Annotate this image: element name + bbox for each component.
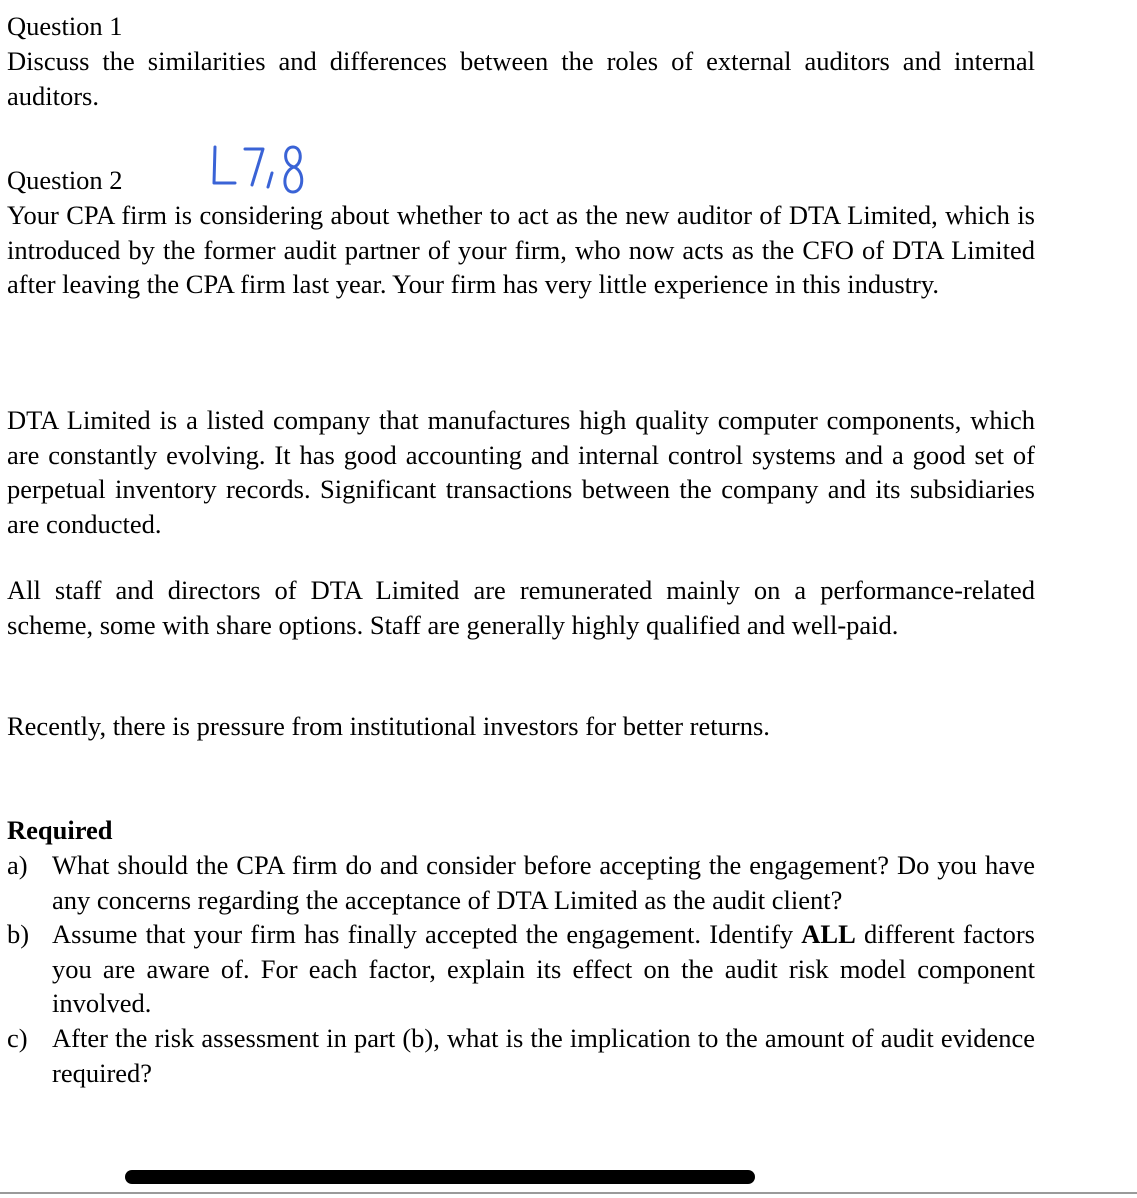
question-2-remuneration-paragraph: All staff and directors of DTA Limited are remunerated mainly on a performance-related scheme, some with share options. Staff are generally highly qualified and well-paid.: [7, 575, 1035, 640]
required-item-marker: b): [7, 919, 30, 950]
question-2-intro: Your CPA firm is considering about whether to act as the new auditor of DTA Limited, which is introduced by the former audit partner of your firm, who now acts as the CFO of DTA Limited after leaving the CPA firm last year. Your firm has very little experience in this industry.: [7, 200, 1035, 300]
required-item-text-end: different factors you are aware of. For each factor, explain its effect on the audit risk model component involved.: [52, 919, 1035, 1019]
required-item-emphasis: ALL: [801, 919, 856, 950]
required-item-text-start: Assume that your firm has finally accepted the engagement. Identify: [52, 919, 802, 950]
required-item-b: [7, 917, 1035, 1021]
required-item-text: After the risk assessment in part (b), what is the implication to the amount of audit evidence required?: [52, 1022, 1035, 1088]
required-item-a: [7, 848, 1035, 917]
required-list: [7, 848, 1035, 1090]
bottom-divider: [0, 1192, 1137, 1194]
required-item-text: What should the CPA firm do and consider before accepting the engagement? Do you have any concerns regarding the acceptance of DTA Limited as the audit client?: [52, 850, 1035, 915]
required-item-c: [7, 1021, 1035, 1090]
question-2-heading: Question 2: [7, 165, 123, 195]
handwritten-note-icon: [205, 143, 310, 199]
question-1-heading: Question 1: [7, 11, 123, 41]
question-1-text: Discuss the similarities and differences between the roles of external auditors and internal auditors.: [7, 46, 1035, 111]
question-2-investor-paragraph: Recently, there is pressure from institutional investors for better returns.: [7, 711, 770, 741]
required-item-marker: a): [7, 850, 28, 880]
home-indicator[interactable]: [125, 1170, 755, 1184]
required-item-marker: c): [7, 1022, 28, 1053]
question-2-company-paragraph: DTA Limited is a listed company that manufactures high quality computer components, which are constantly evolving. It has good accounting and internal control systems and a good set of perpetual inventory records. Significant transactions between the company and its subsidiaries are conducted.: [7, 405, 1035, 539]
required-heading: Required: [7, 815, 113, 845]
